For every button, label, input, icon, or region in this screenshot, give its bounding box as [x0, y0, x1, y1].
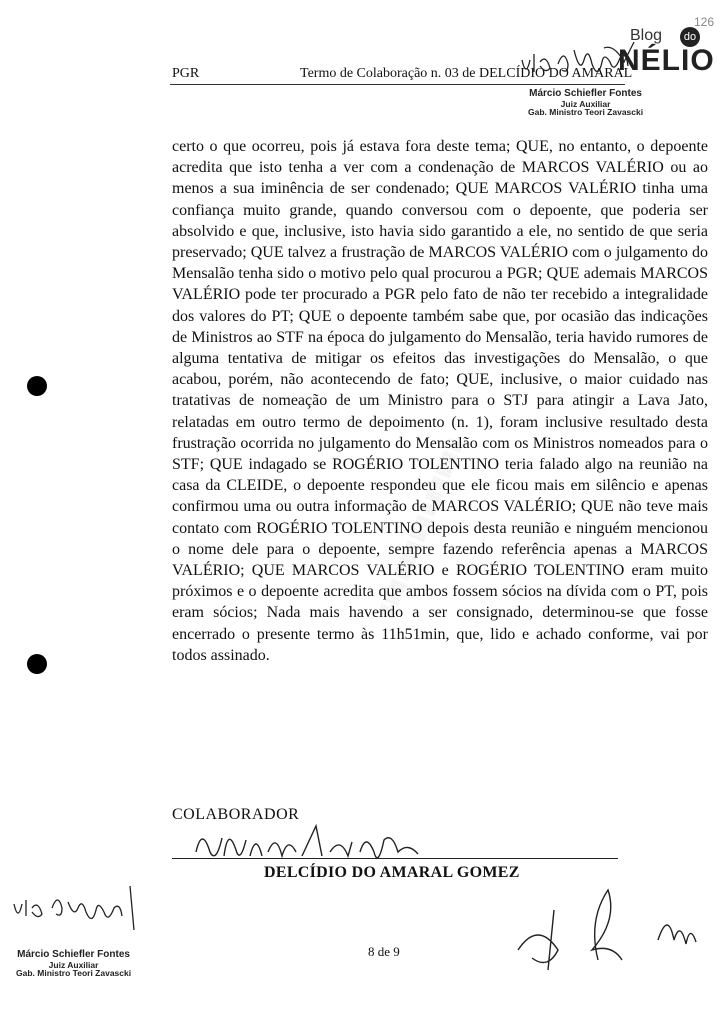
- testimony-text: [172, 136, 708, 666]
- stamp-role: Juiz Auxiliar: [560, 98, 611, 109]
- watermark: ▒ ▒ ▒ ▒ ▒ ▒ ▒ ▒ ▒ ▒ ▒ ▒ ▒ ▒: [377, 437, 463, 619]
- stamp-role: Juiz Auxiliar: [48, 959, 99, 970]
- stamp-top: [528, 89, 643, 117]
- stamp-office: Gab. Ministro Teori Zavascki: [528, 107, 644, 118]
- handwritten-via-original-bottom: [10, 882, 150, 938]
- testimony-paragraph: certo o que ocorreu, pois já estava fora deste tema; QUE, no entanto, o depoente acredita que isto tenha a ver com a condenação de MARCOS VALÉRIO ou ao menos a sua iminência de ser condenado; QUE MARCOS VALÉRIO tinha uma confiança muito grande, quando conversou com o depoente, que poderia ser absolvido e que, inclusive, isto havia sido garantido a ele, no sentido de que seria preservado; QUE talvez a frustração de MARCOS VALÉRIO com o julgamento do Mensalão tenha sido o motivo pelo qual procurou a PGR; QUE ademais MARCOS VALÉRIO pode ter procurado a PGR pelo fato de não ter recebido a integralidade dos valores do PT; QUE o depoente também sabe que, por ocasião das indicações de Ministros ao STF na época do julgamento do Mensalão, teria havido rumores de alguma tentativa de mitigar os efeitos das investigações do Mensalão, o que acabou, porém, não acontecendo de fato; QUE, inclusive, o maior cuidado nas tratativas de nomeação de um Ministro para o STJ para atingir a Lava Jato, relatadas em outro termo de depoimento (n. 1), foram inclusive resultado desta frustração ocorrida no julgamento do Mensalão com os Ministros nomeados para o STF; QUE indagado se ROGÉRIO TOLENTINO teria falado algo na reunião na casa da CLEIDE, o depoente respondeu que ele ficou mais em silêncio e apenas confirmou uma ou outra informação de MARCOS VALÉRIO; QUE não teve mais contato com ROGÉRIO TOLENTINO depois desta reunião e ninguém mencionou o nome dele para o depoente, sempre fazendo referência apenas a MARCOS VALÉRIO; QUE MARCOS VALÉRIO e ROGÉRIO TOLENTINO eram muito próximos e o depoente acredita que ambos fossem sócios na dívida com o PT, pois eram sócios; Nada mais havendo a ser consignado, determinou-se que fosse encerrado o presente termo às 11h51min, que, lido e achado conforme, vai por todos assinado.: [172, 138, 708, 664]
- logo-blog-text: Blog: [630, 27, 663, 44]
- collaborator-name: DELCÍDIO DO AMARAL GOMEZ: [264, 864, 520, 881]
- stamp-office: Gab. Ministro Teori Zavascki: [16, 968, 132, 979]
- signature-line: [172, 858, 618, 859]
- signature-label: COLABORADOR: [172, 806, 300, 823]
- stamp-name: Márcio Schiefler Fontes: [17, 949, 130, 960]
- logo-page-counter: 126: [694, 15, 715, 29]
- header-title: Termo de Colaboração n. 03 de DELCÍDIO DO AMARAL: [300, 66, 633, 81]
- header-institution: PGR: [172, 66, 200, 81]
- handwritten-signature: [190, 822, 450, 866]
- punch-hole-dot: [27, 376, 47, 396]
- stamp-name: Márcio Schiefler Fontes: [529, 88, 642, 99]
- handwritten-via-original-top: [518, 40, 648, 86]
- handwritten-initials: [508, 880, 708, 980]
- stamp-bottom: [16, 950, 131, 978]
- logo-name: NÉLIO: [618, 44, 715, 77]
- logo-do-badge: do: [680, 27, 700, 47]
- page-number: 8 de 9: [368, 944, 400, 959]
- punch-hole-dot: [27, 654, 47, 674]
